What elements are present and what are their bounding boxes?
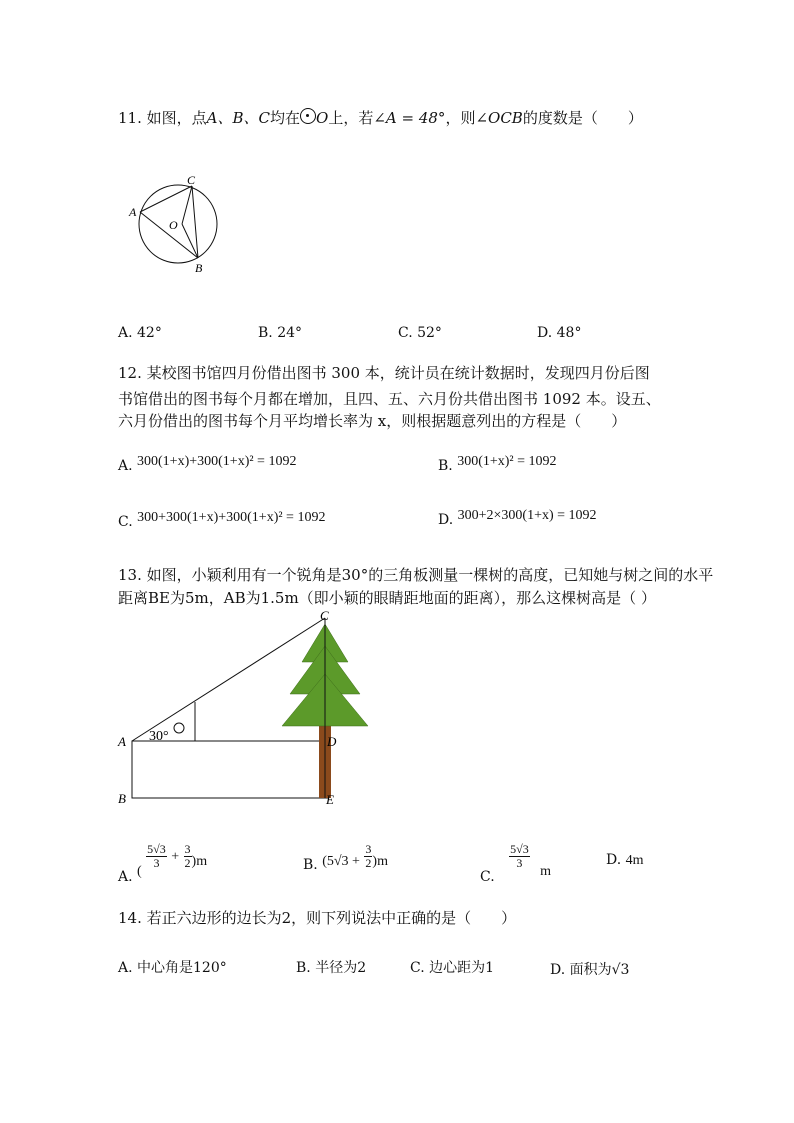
q11-option-d[interactable]: D. 48° — [537, 325, 582, 341]
q13-option-a[interactable]: A. ( $\frac{5√3}{3}$ + $\frac{3}{2}$ )m — [118, 842, 208, 885]
label-a: A — [118, 734, 126, 749]
label-b: B — [195, 261, 203, 275]
q14-option-c[interactable]: C. 边心距为1 — [410, 960, 495, 976]
q13-stem-line2: 距离BE为5m，AB为1.5m（即小颖的眼睛距地面的距离），那么这棵树高是（ ） — [118, 589, 656, 607]
q13-tree-figure — [112, 610, 382, 810]
q14-option-d[interactable]: D. 面积为√3 — [550, 962, 630, 978]
label-e: E — [326, 792, 334, 807]
q13-option-d[interactable]: D. 4m — [606, 852, 644, 868]
q12-option-b[interactable]: B. 300(1+x)² = 1092 — [438, 454, 557, 474]
q12-option-a[interactable]: A. 300(1+x)+300(1+x)² = 1092 — [118, 454, 297, 474]
circle-o-symbol — [300, 108, 316, 124]
q11-circle-figure — [125, 172, 230, 280]
q11-option-c[interactable]: C. 52° — [398, 325, 442, 341]
q13-stem-line1: 13. 如图，小颖利用有一个锐角是30°的三角板测量一棵树的高度，已知她与树之间的水平 — [118, 566, 714, 584]
label-a: A — [129, 205, 137, 219]
label-b: B — [118, 791, 126, 806]
q12-stem-line1: 12. 某校图书馆四月份借出图书 300 本，统计员在统计数据时，发现四月份后图 — [118, 364, 650, 382]
label-c: C — [187, 173, 196, 187]
q13-option-c[interactable]: C. $\frac{5√3}{3}$ m — [480, 842, 552, 885]
q12-option-c[interactable]: C. 300+300(1+x)+300(1+x)² = 1092 — [118, 510, 326, 530]
q14-option-b[interactable]: B. 半径为2 — [296, 960, 367, 976]
q12-stem-line3: 六月份借出的图书每个月平均增长率为 x，则根据题意列出的方程是（ ） — [118, 412, 627, 430]
q11-option-b[interactable]: B. 24° — [258, 325, 303, 341]
label-c: C — [320, 610, 329, 623]
q11-option-a[interactable]: A. 42° — [118, 325, 162, 341]
label-o: O — [169, 218, 178, 232]
q12-option-d[interactable]: D. 300+2×300(1+x) = 1092 — [438, 508, 597, 528]
q11-stem: 11. 如图，点A、B、C均在 O上，若∠A = 48°，则∠OCB的度数是（ ） — [118, 109, 643, 127]
q12-stem-line2: 书馆借出的图书每个月都在增加，且四、五、六月份共借出图书 1092 本。设五、 — [118, 390, 661, 408]
label-d: D — [327, 734, 337, 749]
label-angle-30: 30° — [149, 729, 169, 744]
q14-stem: 14. 若正六边形的边长为2，则下列说法中正确的是（ ） — [118, 909, 517, 927]
q13-option-b[interactable]: B. (5√3 + $\frac{3}{2}$ )m — [303, 842, 388, 873]
q14-option-a[interactable]: A. 中心角是120° — [118, 960, 227, 976]
